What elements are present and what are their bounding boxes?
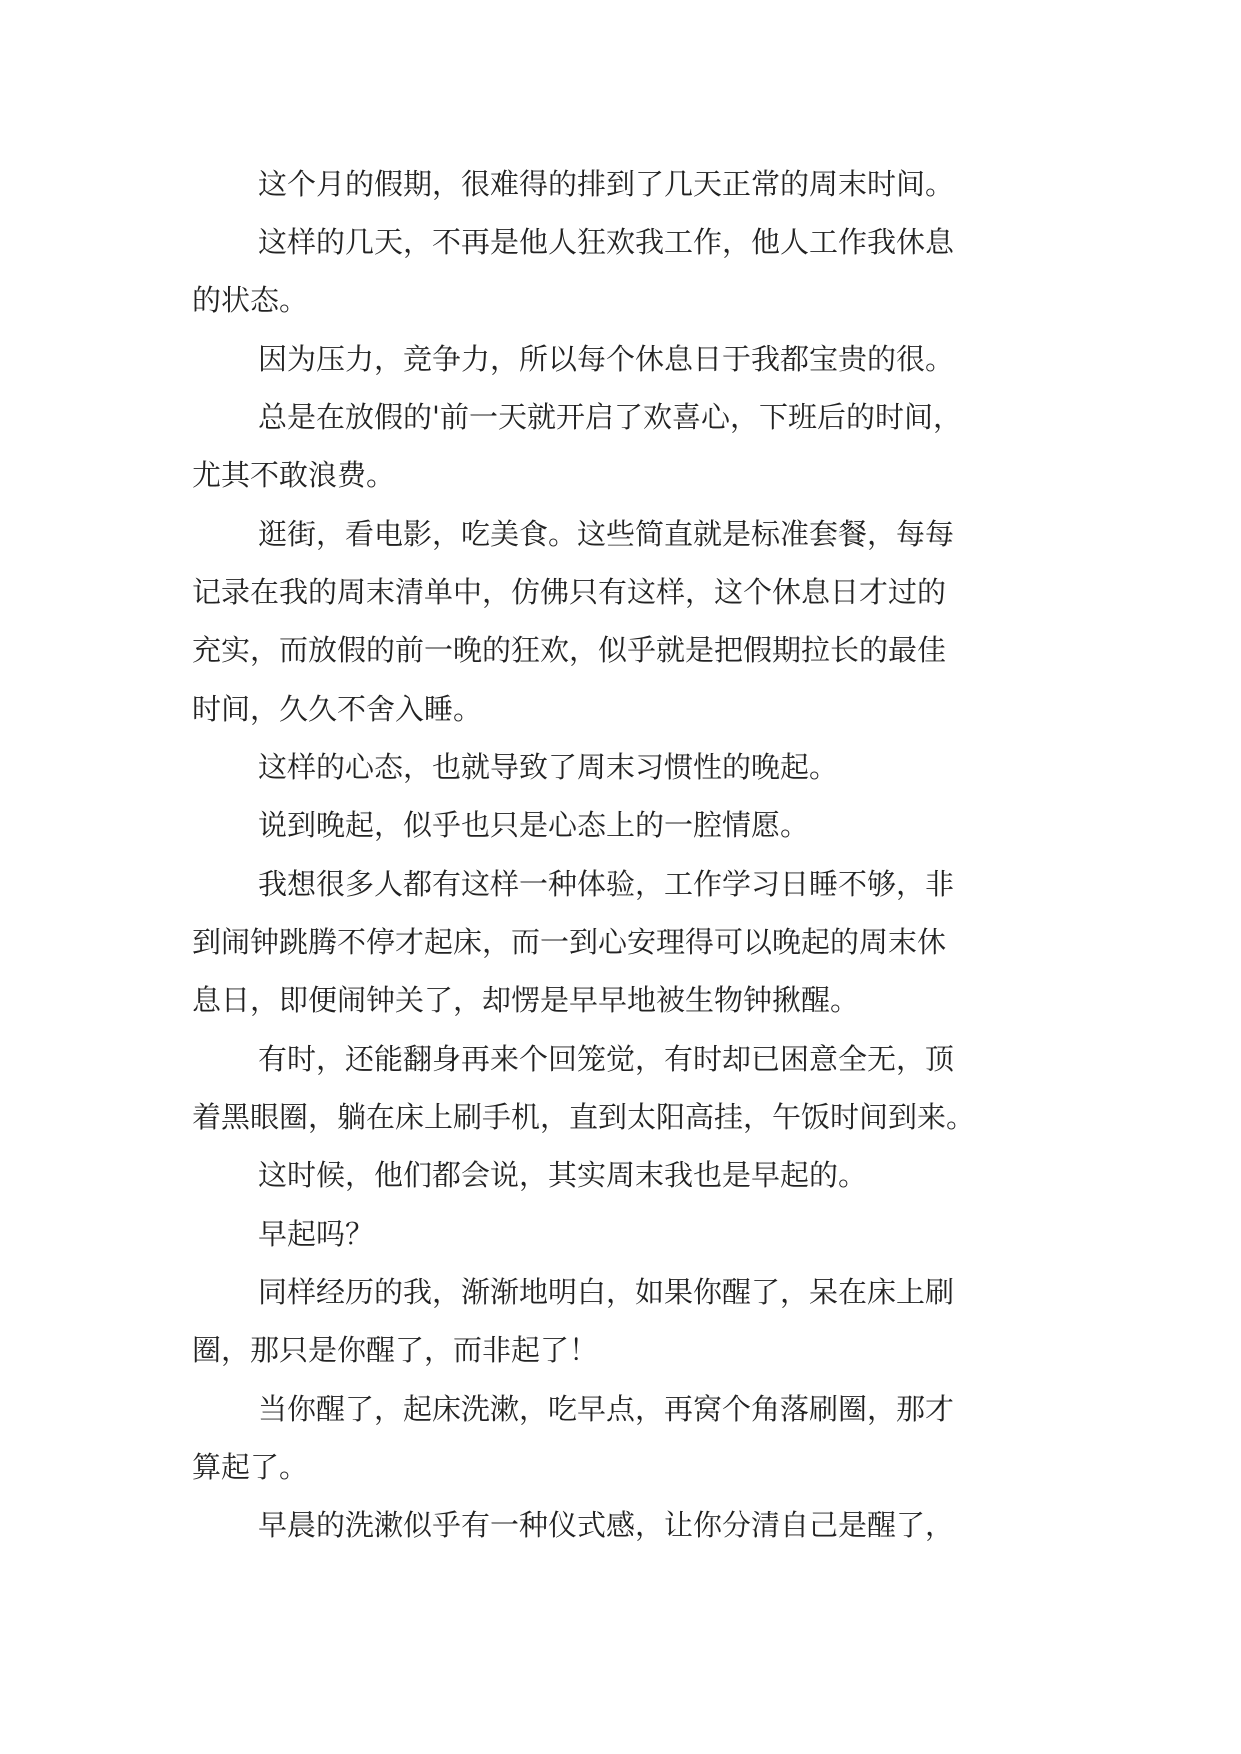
text-line: 说到晚起，似乎也只是心态上的一腔情愿。 <box>258 808 810 842</box>
text-line: 息日，即便闹钟关了，却愣是早早地被生物钟揪醒。 <box>192 983 860 1017</box>
text-line: 早起吗？ <box>258 1217 375 1251</box>
text-line: 记录在我的周末清单中，仿佛只有这样，这个休息日才过的 <box>192 575 947 609</box>
text-line: 因为压力，竞争力，所以每个休息日于我都宝贵的很。 <box>258 342 955 376</box>
text-line: 充实，而放假的前一晚的狂欢，似乎就是把假期拉长的最佳 <box>192 633 947 667</box>
text-line: 这个月的假期，很难得的排到了几天正常的周末时间。 <box>258 167 955 201</box>
text-line: 这样的心态，也就导致了周末习惯性的晚起。 <box>258 750 839 784</box>
text-line: 逛街，看电影，吃美食。这些简直就是标准套餐，每每 <box>258 517 955 551</box>
text-line: 有时，还能翻身再来个回笼觉，有时却已困意全无，顶 <box>258 1042 955 1076</box>
text-line: 早晨的洗漱似乎有一种仪式感，让你分清自己是醒了， <box>258 1508 955 1542</box>
text-line: 时间，久久不舍入睡。 <box>192 692 483 726</box>
text-line: 我想很多人都有这样一种体验，工作学习日睡不够，非 <box>258 867 955 901</box>
text-line: 总是在放假的'前一天就开启了欢喜心，下班后的时间， <box>258 400 962 434</box>
text-line: 算起了。 <box>192 1450 309 1484</box>
text-line: 当你醒了，起床洗漱，吃早点，再窝个角落刷圈，那才 <box>258 1392 955 1426</box>
text-line: 的状态。 <box>192 283 309 317</box>
text-line: 到闹钟跳腾不停才起床，而一到心安理得可以晚起的周末休 <box>192 925 947 959</box>
text-line: 这样的几天，不再是他人狂欢我工作，他人工作我休息 <box>258 225 955 259</box>
text-line: 着黑眼圈，躺在床上刷手机，直到太阳高挂，午饭时间到来。 <box>192 1100 976 1134</box>
text-line: 圈，那只是你醒了，而非起了！ <box>192 1333 599 1367</box>
text-line: 尤其不敢浪费。 <box>192 458 396 492</box>
text-line: 同样经历的我，渐渐地明白，如果你醒了，呆在床上刷 <box>258 1275 955 1309</box>
text-line: 这时候，他们都会说，其实周末我也是早起的。 <box>258 1158 868 1192</box>
